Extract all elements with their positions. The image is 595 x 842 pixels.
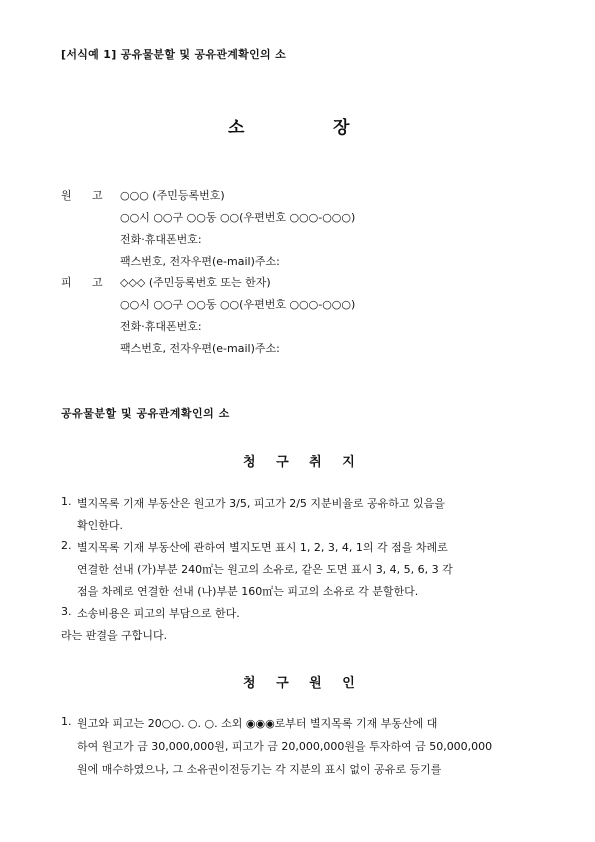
plaintiff-label-2: 고 [92, 189, 103, 202]
cause-1-line-2: 하여 원고가 금 30,000,000원, 피고가 금 20,000,000원을 투자하여 금 50,000,000 [77, 740, 493, 753]
plaintiff-name: ○○○ (주민등록번호) [120, 189, 225, 202]
claim-2-line-2: 연결한 선내 (가)부분 240㎡는 원고의 소유로, 같은 도면 표시 3, 4, 5, 6, 3 각 [77, 563, 453, 576]
claim-heading: 청 구 취 지 [243, 455, 363, 470]
defendant-fax-email: 팩스번호, 전자우편(e-mail)주소: [120, 342, 280, 355]
claim-1-line-1: 별지목록 기재 부동산은 원고가 3/5, 피고가 2/5 지분비율로 공유하고 있음을 [77, 497, 445, 510]
claim-3-number: 3. [61, 605, 72, 618]
defendant-label-1: 피 [61, 276, 72, 289]
defendant-name: ◇◇◇ (주민등록번호 또는 한자) [120, 276, 271, 289]
defendant-label-2: 고 [92, 276, 103, 289]
defendant-address: ○○시 ○○구 ○○동 ○○(우편번호 ○○○-○○○) [120, 298, 356, 311]
defendant-phone: 전화·휴대폰번호: [120, 320, 202, 333]
form-title: [서식예 1] 공유물분할 및 공유관계확인의 소 [61, 48, 286, 61]
claim-1-line-2: 확인한다. [77, 519, 124, 532]
cause-heading: 청 구 원 인 [243, 676, 363, 691]
cause-1-line-3: 원에 매수하였으나, 그 소유권이전등기는 각 지분의 표시 없이 공유로 등기를 [77, 763, 442, 776]
plaintiff-phone: 전화·휴대폰번호: [120, 233, 202, 246]
claim-closing: 라는 판결을 구합니다. [61, 629, 168, 642]
plaintiff-address: ○○시 ○○구 ○○동 ○○(우편번호 ○○○-○○○) [120, 211, 356, 224]
claim-2-number: 2. [61, 539, 72, 552]
plaintiff-fax-email: 팩스번호, 전자우편(e-mail)주소: [120, 255, 280, 268]
cause-1-number: 1. [61, 715, 72, 728]
claim-3-line-1: 소송비용은 피고의 부담으로 한다. [77, 607, 240, 620]
doc-title-right: 장 [333, 118, 350, 138]
claim-1-number: 1. [61, 495, 72, 508]
case-title: 공유물분할 및 공유관계확인의 소 [61, 407, 230, 420]
doc-title-left: 소 [228, 118, 245, 138]
claim-2-line-3: 점을 차례로 연결한 선내 (나)부분 160㎡는 피고의 소유로 각 분할한다. [77, 585, 419, 598]
plaintiff-label-1: 원 [61, 189, 72, 202]
cause-1-line-1: 원고와 피고는 20○○. ○. ○. 소외 ◉◉◉로부터 별지목록 기재 부동산에 대 [77, 717, 438, 730]
claim-2-line-1: 별지목록 기재 부동산에 관하여 별지도면 표시 1, 2, 3, 4, 1의 각 점을 차례로 [77, 541, 448, 554]
